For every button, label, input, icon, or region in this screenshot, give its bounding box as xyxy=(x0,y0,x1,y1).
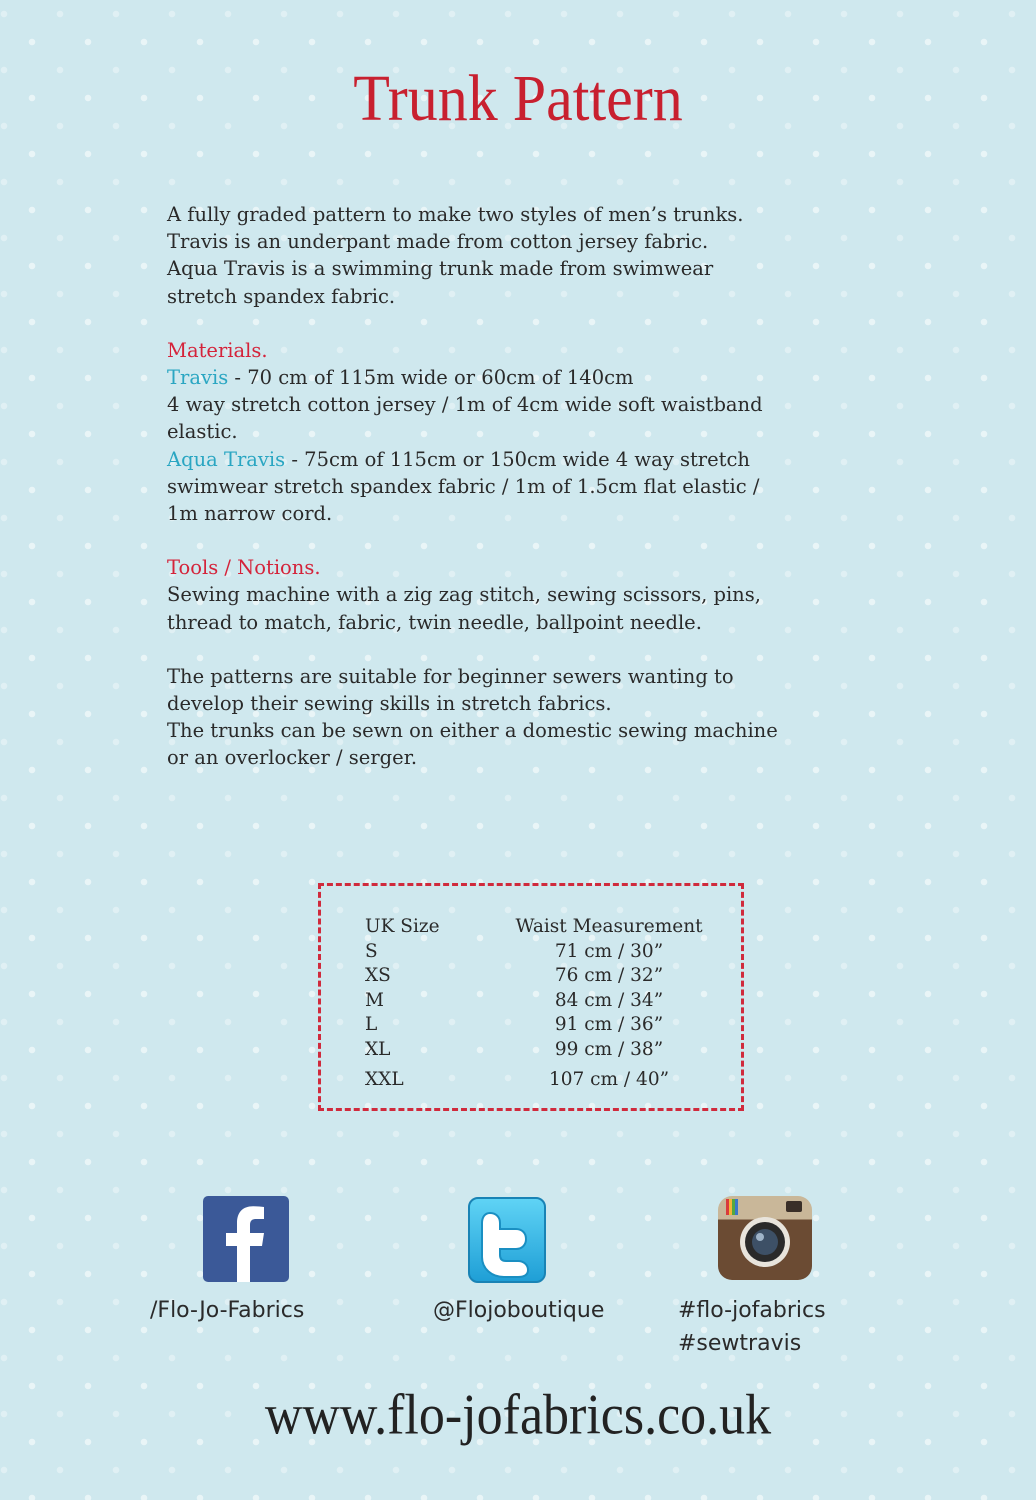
intro-line: Travis is an underpant made from cotton jersey fabric. xyxy=(167,230,709,254)
instagram-icon[interactable] xyxy=(718,1196,812,1280)
intro-line: A fully graded pattern to make two styles of men’s trunks. xyxy=(167,203,744,226)
instagram-hashtag[interactable]: #sewtravis xyxy=(678,1331,802,1356)
materials-travis-line: Travis - 70 cm of 115m wide or 60cm of 140cm xyxy=(167,366,634,390)
notes-line: The trunks can be sewn on either a domestic sewing machine xyxy=(167,719,778,743)
website-link[interactable]: www.flo-jofabrics.co.uk xyxy=(264,1384,772,1447)
facebook-icon[interactable] xyxy=(203,1196,289,1282)
size-chart-box xyxy=(318,883,744,1111)
size-table xyxy=(365,916,725,1094)
materials-line: swimwear stretch spandex fabric / 1m of 1.5cm flat elastic / xyxy=(167,474,760,498)
materials-line: 1m narrow cord. xyxy=(167,502,333,526)
table-row: M 84 cm / 34” xyxy=(365,989,664,1011)
instagram-handle[interactable]: #flo-jofabrics xyxy=(678,1298,826,1323)
size-table-header xyxy=(365,916,725,941)
description-block xyxy=(167,201,867,772)
tools-heading: Tools / Notions. xyxy=(167,556,321,580)
twitter-handle[interactable]: @Flojoboutique xyxy=(433,1298,605,1323)
table-row: XXL 107 cm / 40” xyxy=(365,1069,670,1090)
table-row: L 91 cm / 36” xyxy=(365,1014,664,1035)
tools-line: Sewing machine with a zig zag stitch, sewing scissors, pins, xyxy=(167,583,761,607)
page-title: Trunk Pattern xyxy=(353,61,683,135)
header-uk-size: UK Size xyxy=(365,916,440,937)
notes-line: or an overlocker / serger. xyxy=(167,746,418,770)
travis-name: Travis xyxy=(167,366,229,390)
table-row: XS 76 cm / 32” xyxy=(365,965,664,986)
table-row: S 71 cm / 30” xyxy=(365,940,664,962)
intro-line: stretch spandex fabric. xyxy=(167,284,396,308)
twitter-icon[interactable] xyxy=(468,1197,546,1283)
materials-aqua-line: Aqua Travis - 75cm of 115cm or 150cm wide 4 way stretch xyxy=(167,447,750,471)
notes-line: develop their sewing skills in stretch fabrics. xyxy=(167,692,612,716)
notes-line: The patterns are suitable for beginner sewers wanting to xyxy=(167,664,734,688)
materials-line: 4 way stretch cotton jersey / 1m of 4cm wide soft waistband xyxy=(167,393,763,417)
table-row: XL 99 cm / 38” xyxy=(365,1038,664,1060)
aqua-travis-name: Aqua Travis xyxy=(167,447,286,471)
materials-line: elastic. xyxy=(167,420,238,444)
materials-heading: Materials. xyxy=(167,338,268,362)
tools-line: thread to match, fabric, twin needle, ballpoint needle. xyxy=(167,610,702,634)
facebook-handle[interactable]: /Flo-Jo-Fabrics xyxy=(150,1298,305,1323)
intro-line: Aqua Travis is a swimming trunk made from swimwear xyxy=(167,257,714,281)
header-waist: Waist Measurement xyxy=(515,916,703,937)
